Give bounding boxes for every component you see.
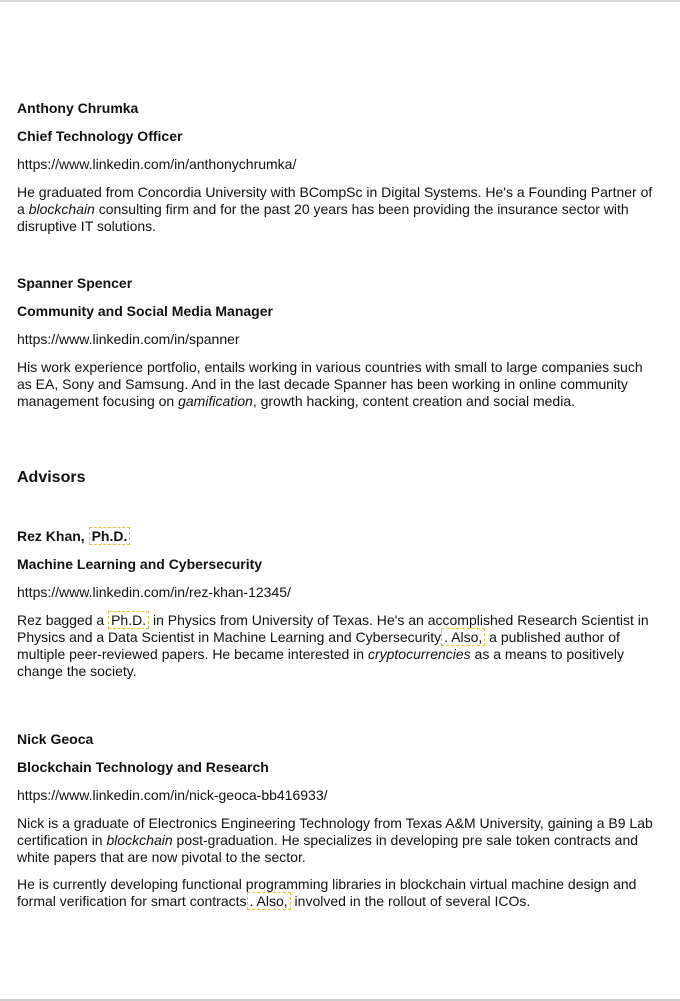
person-name: Spanner Spencer	[17, 275, 133, 291]
bio-text: as a means to positively change the society.	[17, 646, 624, 679]
bio-text: involved in the rollout of several ICOs.	[290, 893, 531, 909]
bio-highlight-mark: . Also,	[247, 892, 291, 910]
linkedin-link[interactable]: https://www.linkedin.com/in/anthonychrumka/	[17, 156, 297, 172]
linkedin-link[interactable]: https://www.linkedin.com/in/spanner	[17, 331, 240, 347]
bio-text: , growth hacking, content creation and social media.	[252, 393, 575, 409]
bio-emphasis: cryptocurrencies	[367, 646, 471, 662]
advisor-card	[17, 528, 657, 680]
bio-text: consulting firm and for the past 20 years has been providing the insurance sector with disruptive IT solutions.	[17, 201, 629, 234]
bio-text: in Physics from University of Texas. He's an accomplished Research Scientist in Physics and a Data Scientist in Machine Learning and Cybersecurity	[17, 612, 649, 645]
advisor-name	[17, 528, 657, 545]
bio-emphasis: blockchain	[28, 201, 95, 217]
bio-text: He graduated from Concordia University with BCompSc in Digital Systems. He's a Founding Partner of a	[17, 184, 653, 217]
person-bio	[17, 184, 657, 235]
bio-text: He is currently developing functional programming libraries in blockchain virtual machine design and formal verification for smart contracts	[17, 876, 637, 909]
advisor-title: Machine Learning and Cybersecurity	[17, 556, 263, 572]
advisor-name: Nick Geoca	[17, 731, 94, 747]
advisor-name-text: Rez Khan,	[17, 528, 85, 544]
bio-text: a published author of multiple peer-reviewed papers. He became interested in	[17, 629, 620, 662]
bio-emphasis: gamification	[178, 393, 253, 409]
advisor-degree: Ph.D.	[89, 527, 131, 545]
linkedin-link[interactable]: https://www.linkedin.com/in/nick-geoca-bb416933/	[17, 787, 328, 803]
bio-text: post-graduation. He specializes in developing pre sale token contracts and white papers that are now pivotal to the sector.	[17, 832, 639, 865]
page-top-border	[0, 0, 680, 2]
bio-degree-mark: Ph.D.	[108, 611, 149, 629]
person-name: Anthony Chrumka	[17, 100, 139, 116]
bio-text: Nick is a graduate of Electronics Engineering Technology from Texas A&M University, gaining a B9 Lab certification in	[17, 815, 653, 848]
advisor-bio	[17, 612, 657, 680]
bio-emphasis: blockchain	[106, 832, 173, 848]
person-title: Chief Technology Officer	[17, 128, 183, 144]
bio-text: Rez bagged a	[17, 612, 109, 628]
section-heading: Advisors	[17, 469, 86, 486]
person-title: Community and Social Media Manager	[17, 303, 273, 319]
person-bio	[17, 359, 657, 410]
advisor-title: Blockchain Technology and Research	[17, 759, 269, 775]
advisor-card	[17, 731, 657, 910]
linkedin-link[interactable]: https://www.linkedin.com/in/rez-khan-12345/	[17, 584, 291, 600]
advisor-bio	[17, 815, 657, 866]
bio-text: His work experience portfolio, entails working in various countries with small to large companies such as EA, Sony and Samsung. And in the last decade Spanner has been working in online community management focusing on	[17, 359, 643, 409]
person-card	[17, 275, 657, 410]
person-card	[17, 100, 657, 235]
advisor-bio-continued	[17, 876, 657, 910]
bio-highlight-mark: . Also,	[441, 628, 485, 646]
section-advisors	[17, 469, 657, 486]
